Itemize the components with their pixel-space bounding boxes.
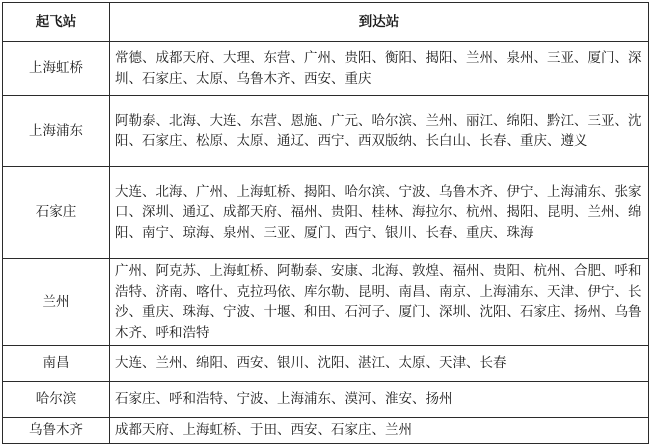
- table-row: [3, 42, 649, 96]
- table-row: [3, 96, 649, 167]
- flight-routes-table: [2, 2, 649, 444]
- header-origin: 起飞站: [3, 3, 110, 42]
- table-header-row: [3, 3, 649, 42]
- origin-cell: 上海浦东: [3, 96, 110, 167]
- destinations-cell: 大连、兰州、绵阳、西安、银川、沈阳、湛江、太原、天津、长春: [110, 346, 649, 382]
- destinations-cell: 石家庄、呼和浩特、宁波、上海浦东、漠河、淮安、扬州: [110, 382, 649, 418]
- origin-cell: 乌鲁木齐: [3, 418, 110, 444]
- table-row: [3, 259, 649, 346]
- destinations-cell: 成都天府、上海虹桥、于田、西安、石家庄、兰州: [110, 418, 649, 444]
- destinations-cell: 阿勒泰、北海、大连、东营、恩施、广元、哈尔滨、兰州、丽江、绵阳、黔江、三亚、沈阳、石家庄、松原、太原、通辽、西宁、西双版纳、长白山、长春、重庆、遵义: [110, 96, 649, 167]
- origin-cell: 兰州: [3, 259, 110, 346]
- table-row: [3, 382, 649, 418]
- origin-cell: 上海虹桥: [3, 42, 110, 96]
- header-destination: 到达站: [110, 3, 649, 42]
- origin-cell: 石家庄: [3, 167, 110, 259]
- destinations-cell: 大连、北海、广州、上海虹桥、揭阳、哈尔滨、宁波、乌鲁木齐、伊宁、上海浦东、张家口、深圳、通辽、成都天府、福州、贵阳、桂林、海拉尔、杭州、揭阳、昆明、兰州、绵阳、南宁、琼海、泉州、三亚、厦门、西宁、银川、长春、重庆、珠海: [110, 167, 649, 259]
- destinations-cell: 常德、成都天府、大理、东营、广州、贵阳、衡阳、揭阳、兰州、泉州、三亚、厦门、深圳、石家庄、太原、乌鲁木齐、西安、重庆: [110, 42, 649, 96]
- origin-cell: 哈尔滨: [3, 382, 110, 418]
- origin-cell: 南昌: [3, 346, 110, 382]
- table-row: [3, 167, 649, 259]
- destinations-cell: 广州、阿克苏、上海虹桥、阿勒泰、安康、北海、敦煌、福州、贵阳、杭州、合肥、呼和浩特、济南、喀什、克拉玛依、库尔勒、昆明、南昌、南京、上海浦东、天津、伊宁、长沙、重庆、珠海、宁波、十堰、和田、石河子、厦门、深圳、沈阳、石家庄、扬州、乌鲁木齐、呼和浩特: [110, 259, 649, 346]
- table-row: [3, 418, 649, 444]
- table-row: [3, 346, 649, 382]
